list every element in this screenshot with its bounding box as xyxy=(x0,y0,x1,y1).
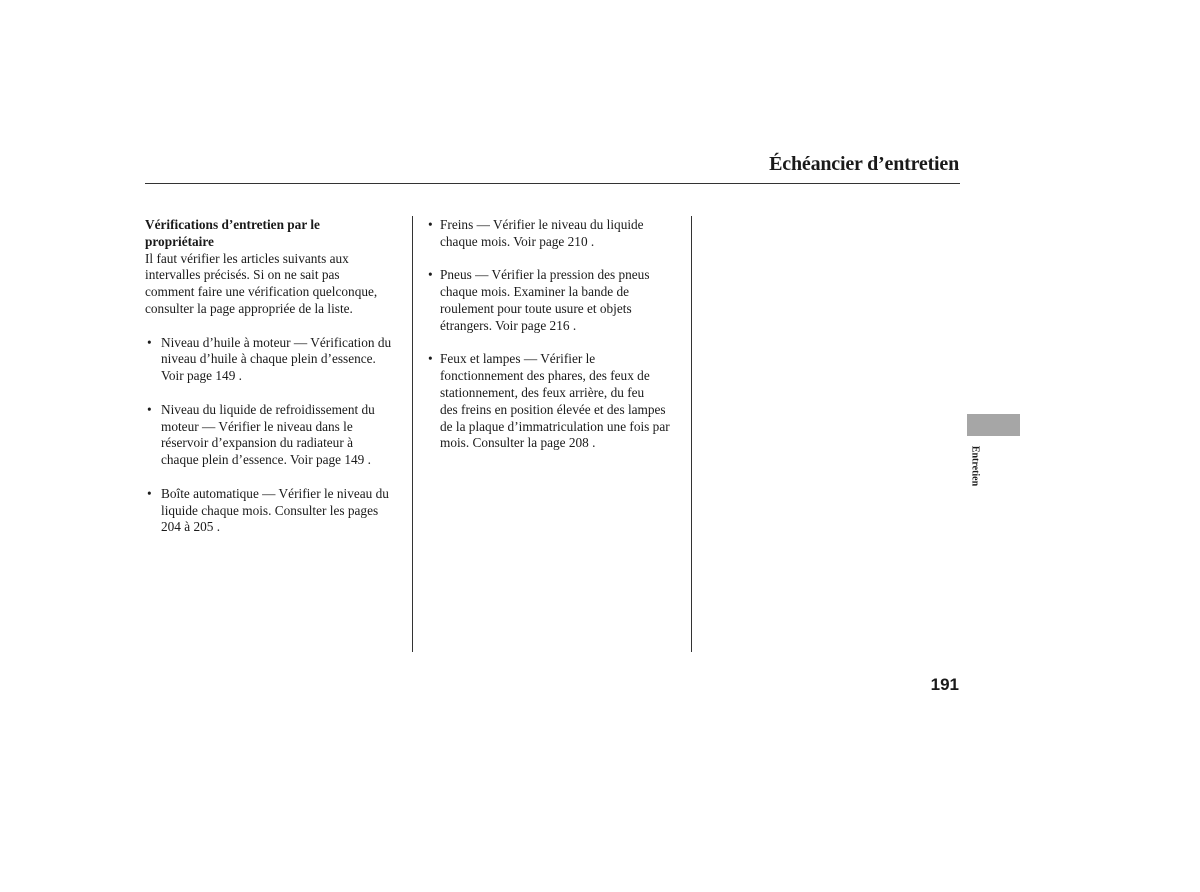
list-item-coolant xyxy=(145,402,403,469)
bullet-icon: • xyxy=(147,401,152,417)
column-divider xyxy=(691,216,692,652)
bullet-icon: • xyxy=(428,267,433,283)
bullet-icon: • xyxy=(428,351,433,367)
intro-paragraph xyxy=(145,251,403,318)
bullet-icon: • xyxy=(428,217,433,232)
page-number: 191 xyxy=(930,675,959,694)
list-item-text: Niveau du liquide de refroidissement du moteur — Vérifier le niveau dans le réservoir d’expansion du radiateur à chaque plein d’essence. Voir page 149 . xyxy=(161,401,375,468)
list-item-automatic-transmission xyxy=(145,486,403,536)
page-title: Échéancier d’entretien xyxy=(769,153,959,175)
list-item-brakes xyxy=(428,217,686,251)
right-column xyxy=(428,217,686,469)
title-rule xyxy=(145,183,960,184)
section-heading xyxy=(145,217,403,251)
list-item-tires xyxy=(428,267,686,334)
list-item-text: Niveau d’huile à moteur — Vérification du niveau d’huile à chaque plein d’essence. Voir page 149 . xyxy=(161,334,392,384)
section-tab xyxy=(967,414,1020,436)
bullet-icon: • xyxy=(147,485,152,501)
list-item-text: Feux et lampes — Vérifier le fonctionnement des phares, des feux de stationnement, des feux arrière, du feu des freins en position élevée et des lampes de la plaque d’immatriculation une fois par mois. Consulter la page 208 . xyxy=(440,351,670,451)
list-item-text: Freins — Vérifier le niveau du liquide chaque mois. Voir page 210 . xyxy=(440,217,644,249)
list-item-text: Pneus — Vérifier la pression des pneus chaque mois. Examiner la bande de roulement pour toute usure et objets étrangers. Voir page 216 . xyxy=(440,267,650,333)
column-divider xyxy=(412,216,413,652)
list-item-engine-oil xyxy=(145,335,403,385)
bullet-icon: • xyxy=(147,334,152,350)
list-item-text: Boîte automatique — Vérifier le niveau du liquide chaque mois. Consulter les pages 204 à 205 . xyxy=(161,485,389,535)
intro-text: Il faut vérifier les articles suivants aux intervalles précisés. Si on ne sait pas comment faire une vérification quelconque, consulter la page appropriée de la liste. xyxy=(145,250,378,316)
list-item-lights xyxy=(428,351,686,452)
section-tab-label: Entretien xyxy=(969,445,981,487)
section-heading-text: Vérifications d’entretien par le propriétaire xyxy=(145,217,320,249)
left-column xyxy=(145,217,403,553)
